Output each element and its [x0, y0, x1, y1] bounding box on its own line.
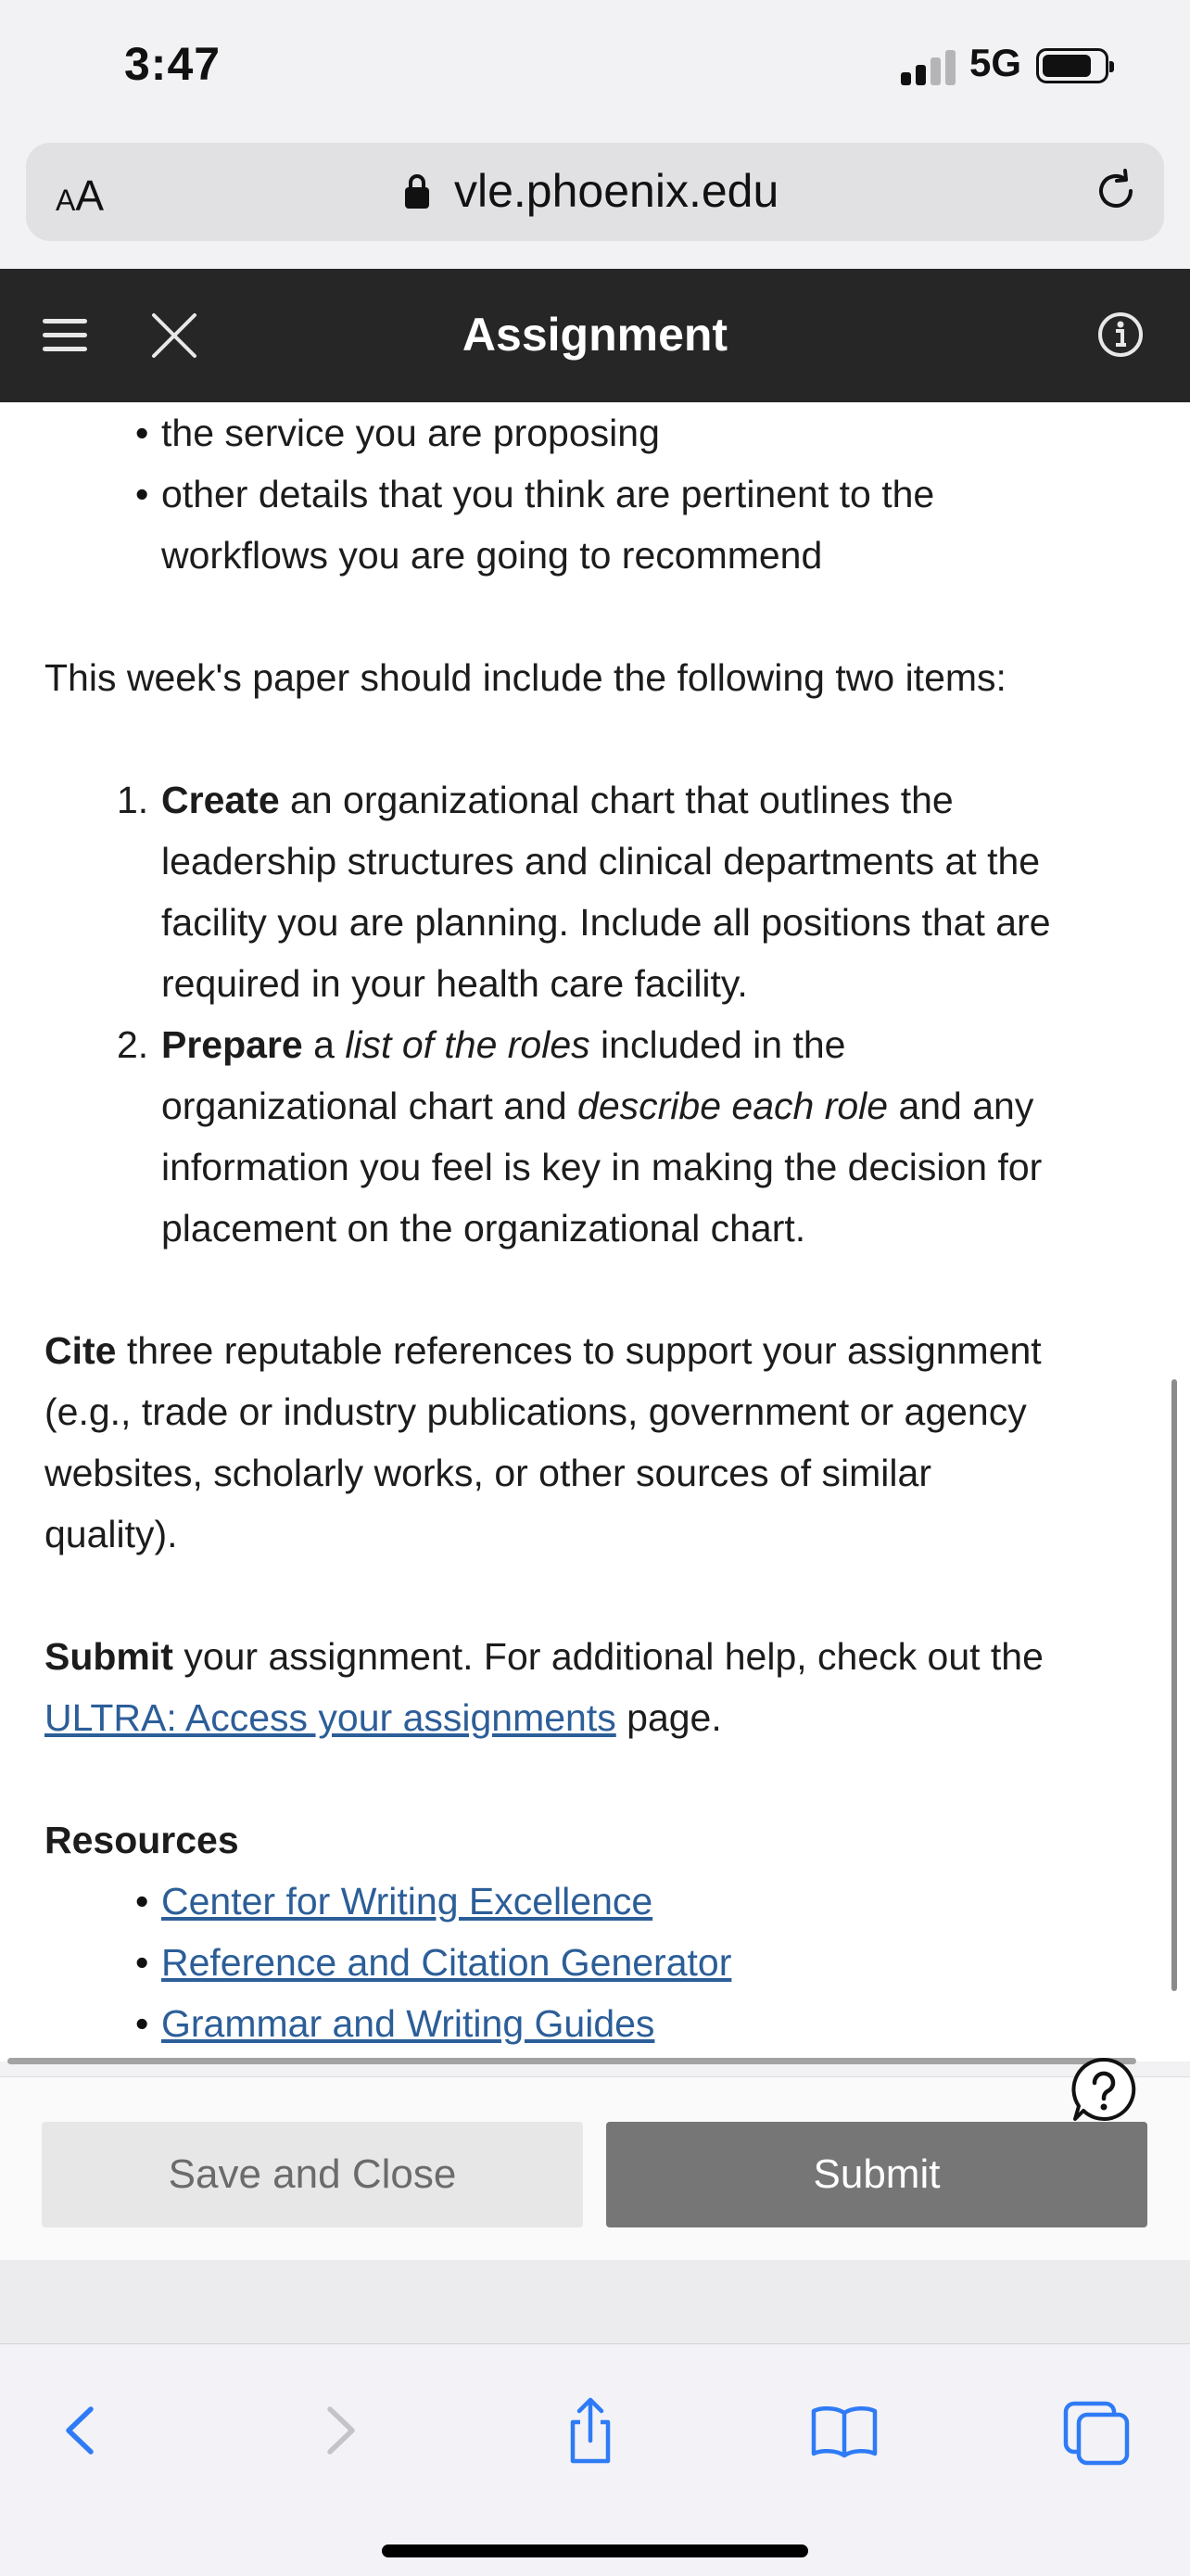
intro-paragraph: This week's paper should include the following two items: [44, 656, 1006, 699]
share-icon[interactable] [549, 2389, 632, 2472]
numbered-item-1-line: leadership structures and clinical departments at the [161, 840, 1041, 882]
help-icon[interactable] [1068, 2054, 1140, 2126]
status-time: 3:47 [124, 38, 222, 90]
bullet: • [135, 2002, 149, 2045]
submit-paragraph: Submit your assignment. For additional help, check out the [44, 1635, 1044, 1678]
network-label: 5G [969, 41, 1022, 84]
horizontal-scrollbar[interactable] [7, 2058, 1136, 2064]
numbered-item-1-line: facility you are planning. Include all positions that are [161, 901, 1051, 944]
page-bottom-area [0, 2260, 1190, 2343]
resource-item [161, 1871, 652, 1932]
bookmarks-icon[interactable] [803, 2389, 886, 2472]
app-header [0, 269, 1190, 402]
cite-paragraph: Cite three reputable references to support your assignment [44, 1329, 1042, 1372]
lock-icon [404, 172, 430, 209]
ultra-access-assignments-link[interactable]: ULTRA: Access your assignments [44, 1696, 616, 1739]
browser-toolbar [0, 2343, 1190, 2576]
numbered-item-2-line: organizational chart and describe each role and any [161, 1085, 1034, 1127]
back-icon[interactable] [39, 2389, 122, 2472]
status-bar [0, 0, 1190, 139]
grammar-writing-guides-link[interactable]: Grammar and Writing Guides [161, 2002, 655, 2045]
reload-icon[interactable] [1092, 167, 1140, 215]
info-icon[interactable] [1097, 311, 1144, 358]
assignment-actions [0, 2076, 1190, 2261]
page-title: Assignment [462, 309, 728, 361]
bullet: • [135, 1880, 149, 1922]
list-item: other details that you think are pertinent to the [161, 473, 935, 515]
url-text[interactable]: vle.phoenix.edu [454, 165, 779, 217]
list-number: 1. [117, 779, 149, 821]
save-and-close-button[interactable]: Save and Close [42, 2122, 583, 2227]
signal-icon [901, 48, 956, 85]
resource-item [161, 1932, 731, 1993]
numbered-item-1-line: required in your health care facility. [161, 962, 748, 1005]
text-size-button[interactable]: AA [56, 171, 105, 220]
vertical-scrollbar[interactable] [1171, 1379, 1177, 1991]
bullet: • [135, 473, 149, 515]
forward-icon[interactable] [298, 2389, 382, 2472]
numbered-item-2-line: placement on the organizational chart. [161, 1207, 806, 1250]
submit-paragraph-line: ULTRA: Access your assignments page. [44, 1696, 722, 1739]
numbered-item-2: Prepare a list of the roles included in the [161, 1023, 846, 1066]
assignment-content [0, 402, 1190, 2062]
reference-citation-generator-link[interactable]: Reference and Citation Generator [161, 1941, 732, 1984]
tabs-icon[interactable] [1057, 2389, 1140, 2472]
numbered-item-1: Create an organizational chart that outlines the [161, 779, 954, 821]
list-number: 2. [117, 1023, 149, 1066]
list-item: the service you are proposing [161, 412, 660, 454]
cite-paragraph-line: quality). [44, 1513, 178, 1555]
battery-icon [1036, 48, 1108, 83]
numbered-item-2-line: information you feel is key in making the decision for [161, 1146, 1043, 1188]
center-for-writing-excellence-link[interactable]: Center for Writing Excellence [161, 1880, 653, 1922]
list-item-continued: workflows you are going to recommend [161, 534, 823, 577]
submit-button[interactable]: Submit [606, 2122, 1147, 2227]
address-bar[interactable] [26, 143, 1164, 241]
home-indicator[interactable] [382, 2544, 808, 2557]
cite-paragraph-line: (e.g., trade or industry publications, government or agency [44, 1390, 1027, 1433]
resource-item [161, 1993, 654, 2054]
cite-paragraph-line: websites, scholarly works, or other sources of similar [44, 1452, 931, 1494]
bullet: • [135, 412, 149, 454]
resources-heading: Resources [44, 1819, 239, 1861]
bullet: • [135, 1941, 149, 1984]
